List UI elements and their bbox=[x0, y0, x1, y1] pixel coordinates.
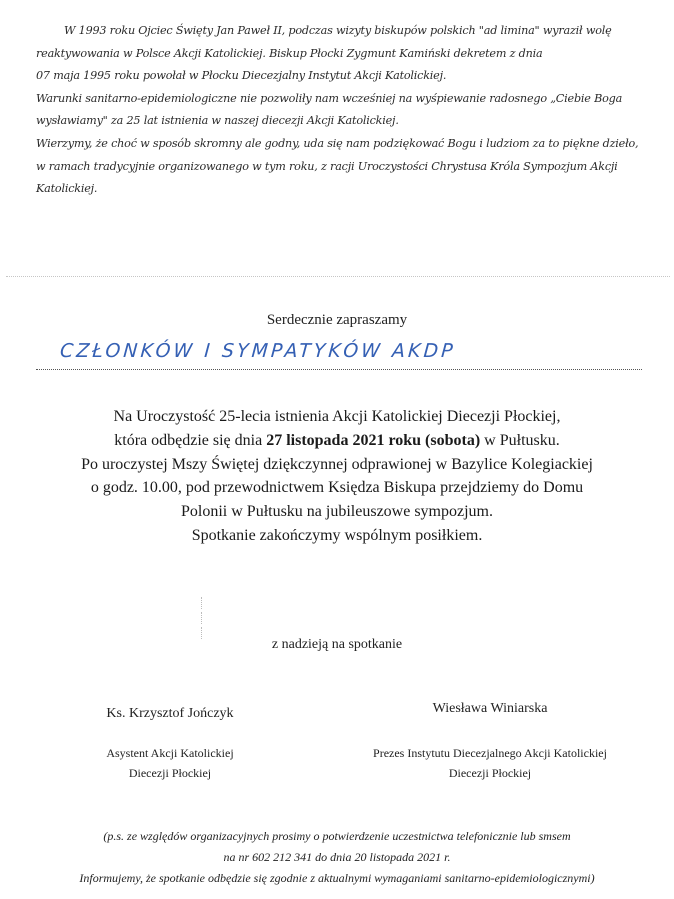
handwritten-addressee: CZŁONKÓW I SYMPATYKÓW AKDP bbox=[59, 340, 457, 362]
intro-line: 07 maja 1995 roku powołał w Płocku Diecezjalny Instytut Akcji Katolickiej. bbox=[36, 69, 447, 83]
signatory-name: Wiesława Winiarska bbox=[432, 701, 548, 716]
event-date: 27 listopada 2021 roku (sobota) bbox=[266, 431, 481, 449]
announcement-line: Na Uroczystość 25-lecia istnienia Akcji Katolickiej Diecezji Płockiej, bbox=[113, 408, 561, 425]
section-divider bbox=[6, 276, 670, 277]
footer-line: Informujemy, że spotkanie odbędzie się zgodnie z aktualnymi wymaganiami sanitarno-epidemiologicznymi) bbox=[79, 871, 595, 885]
closing-line: z nadzieją na spotkanie bbox=[271, 637, 403, 652]
signatory-role: Diecezji Płockiej bbox=[128, 766, 212, 780]
intro-line: reaktywowania w Polsce Akcji Katolickiej. Biskup Płocki Zygmunt Kamiński dekretem z dnia bbox=[36, 46, 543, 60]
footer-line: (p.s. ze względów organizacyjnych prosimy o potwierdzenie uczestnictwa telefonicznie lub smsem bbox=[103, 829, 571, 843]
signature-left bbox=[40, 706, 300, 783]
intro-line: wysławiamy" za 25 lat istnienia w naszej diecezji Akcji Katolickiej. bbox=[36, 114, 399, 128]
intro-line: W 1993 roku Ojciec Święty Jan Paweł II, podczas wizyty biskupów polskich "ad limina" wyraził wolę bbox=[64, 24, 612, 37]
date-suffix: w Pułtusku. bbox=[480, 431, 560, 449]
intro-paragraph bbox=[36, 20, 666, 201]
signature-right bbox=[340, 701, 640, 783]
signatory-role: Diecezji Płockiej bbox=[448, 766, 532, 780]
intro-line: Katolickiej. bbox=[36, 182, 98, 196]
announcement-line: Spotkanie zakończymy wspólnym posiłkiem. bbox=[191, 526, 483, 544]
announcement-line: o godz. 10.00, pod przewodnictwem Księdza Biskupa przejdziemy do Domu bbox=[90, 479, 584, 497]
fold-mark bbox=[201, 612, 202, 624]
intro-line: w ramach tradycyjnie organizowanego w tym roku, z racji Uroczystości Chrystusa Króla Sympozjum Akcji bbox=[36, 159, 618, 173]
intro-line: Wierzymy, że choć w sposób skromny ale godny, uda się nam podziękować Bogu i ludziom za to piękne dzieło, bbox=[36, 136, 639, 150]
signatory-name: Ks. Krzysztof Jończyk bbox=[106, 706, 234, 721]
signatory-role: Asystent Akcji Katolickiej bbox=[106, 746, 234, 760]
invitation-heading: Serdecznie zapraszamy bbox=[266, 312, 408, 328]
announcement-line-date bbox=[0, 429, 674, 453]
announcement-line: Po uroczystej Mszy Świętej dziękczynnej odprawionej w Bazylice Kolegiackiej bbox=[81, 455, 593, 473]
signatory-role: Prezes Instytutu Diecezjalnego Akcji Katolickiej bbox=[373, 746, 607, 760]
fold-mark bbox=[201, 597, 202, 609]
date-prefix: która odbędzie się dnia bbox=[114, 431, 267, 449]
footer-line: na nr 602 212 341 do dnia 20 listopada 2021 r. bbox=[223, 850, 451, 864]
announcement-line: Polonii w Pułtusku na jubileuszowe sympozjum. bbox=[181, 503, 493, 521]
intro-line: Warunki sanitarno-epidemiologiczne nie pozwoliły nam wcześniej na wyśpiewanie radosnego „Ciebie Boga bbox=[36, 91, 623, 105]
dotted-fill-line bbox=[36, 369, 642, 370]
main-announcement bbox=[0, 405, 674, 548]
footer-note bbox=[0, 826, 674, 889]
